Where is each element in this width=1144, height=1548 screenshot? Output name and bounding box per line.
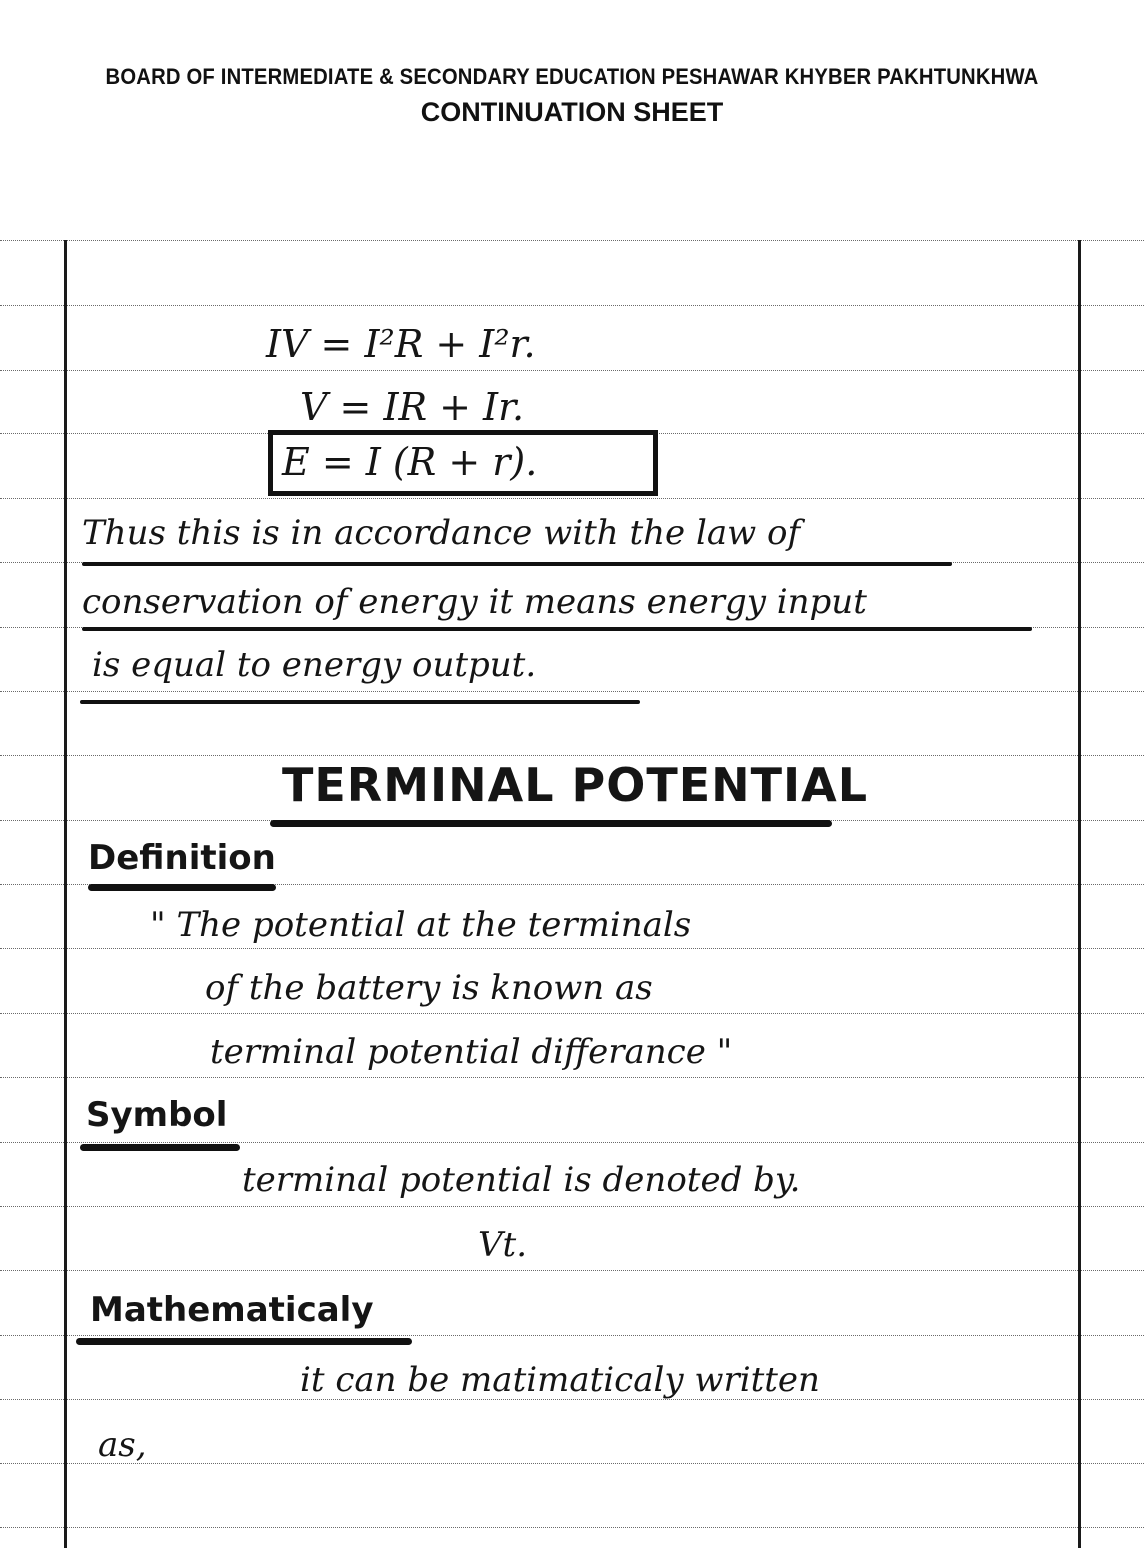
symbol-line-1: terminal potential is denoted by. <box>242 1160 801 1200</box>
left-margin-line <box>64 240 67 1548</box>
paragraph-line-1: Thus this is in accordance with the law of <box>82 513 801 553</box>
symbol-underline <box>80 1144 240 1151</box>
definition-line-1: " The potential at the terminals <box>150 905 692 945</box>
sheet-title: CONTINUATION SHEET <box>420 97 724 127</box>
section-title-underline <box>270 820 832 827</box>
mathematically-underline <box>76 1338 412 1345</box>
symbol-line-2: Vt. <box>478 1225 528 1265</box>
underline <box>82 562 952 566</box>
underline <box>80 700 640 704</box>
underline <box>82 627 1032 631</box>
equation-line-2: V = IR + Ir. <box>300 385 525 429</box>
definition-line-2: of the battery is known as <box>205 968 653 1008</box>
paragraph-line-2: conservation of energy it means energy input <box>82 582 867 622</box>
mathematically-line-1: it can be matimaticaly written <box>300 1360 820 1400</box>
paragraph-line-3: is equal to energy output. <box>92 645 537 685</box>
mathematically-line-2: as, <box>98 1425 147 1465</box>
mathematically-heading: Mathematicaly <box>90 1290 374 1330</box>
definition-underline <box>88 884 276 891</box>
right-margin-line <box>1078 240 1081 1548</box>
equation-line-1: IV = I²R + I²r. <box>266 322 536 366</box>
definition-heading: Definition <box>88 838 276 878</box>
boxed-equation: E = I (R + r). <box>282 440 538 484</box>
symbol-heading: Symbol <box>86 1095 228 1135</box>
definition-line-3: terminal potential differance " <box>210 1032 733 1072</box>
board-title: BOARD OF INTERMEDIATE & SECONDARY EDUCATION PESHAWAR KHYBER PAKHTUNKHWA <box>105 64 1039 89</box>
section-title: TERMINAL POTENTIAL <box>282 758 869 812</box>
